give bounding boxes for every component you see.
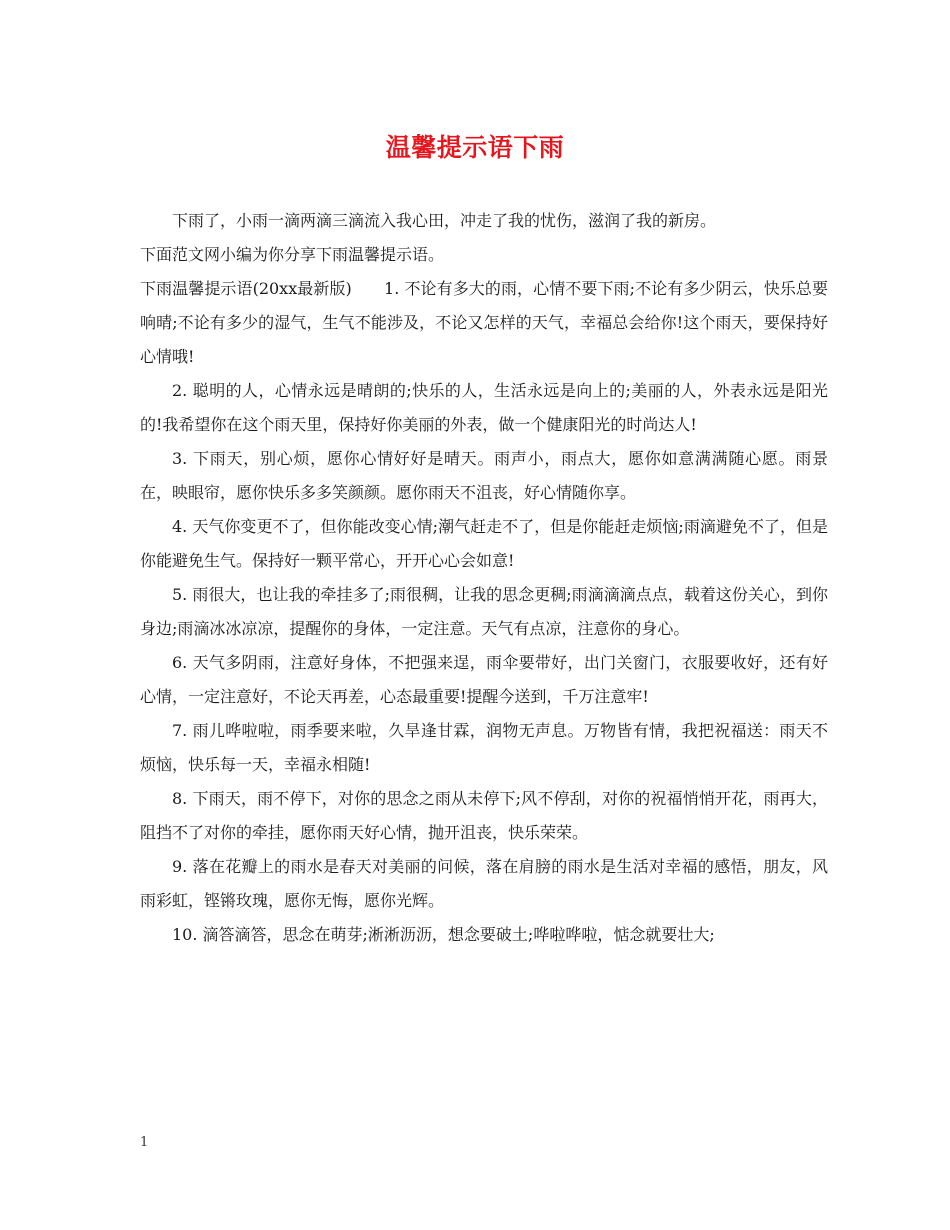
list-item: 3. 下雨天，别心烦，愿你心情好好是晴天。雨声小，雨点大，愿你如意满满随心愿。雨景在，映眼帘，愿你快乐多多笑颜颜。愿你雨天不沮丧，好心情随你享。 xyxy=(140,449,828,502)
intro-paragraph-continued: 下面范文网小编为你分享下雨温馨提示语。 xyxy=(140,245,445,264)
list-item: 10. 滴答滴答，思念在萌芽;淅淅沥沥，想念要破土;哗啦哗啦，惦念就要壮大; xyxy=(172,925,715,944)
list-item: 5. 雨很大，也让我的牵挂多了;雨很稠，让我的思念更稠;雨滴滴滴点点，载着这份关心，到你身边;雨滴冰冰凉凉，提醒你的身体，一定注意。天气有点凉，注意你的身心。 xyxy=(140,585,828,638)
page-title: 温馨提示语下雨 xyxy=(385,133,565,162)
list-item: 2. 聪明的人，心情永远是晴朗的;快乐的人，生活永远是向上的;美丽的人，外表永远是阳光的!我希望你在这个雨天里，保持好你美丽的外表，做一个健康阳光的时尚达人! xyxy=(140,381,828,434)
list-item: 4. 天气你变更不了，但你能改变心情;潮气赶走不了，但是你能赶走烦恼;雨滴避免不了，但是你能避免生气。保持好一颗平常心，开开心心会如意! xyxy=(140,517,828,570)
list-item: 6. 天气多阴雨，注意好身体，不把强来逞，雨伞要带好，出门关窗门，衣服要收好，还有好心情，一定注意好，不论天再差，心态最重要!提醒今送到，千万注意牢! xyxy=(140,653,828,706)
section-heading-item-1: 下雨温馨提示语(20xx最新版) 1. 不论有多大的雨，心情不要下雨;不论有多少阴云，快乐总要响晴;不论有多少的湿气，生气不能涉及，不论又怎样的天气，幸福总会给你!这个雨天，要保持好心情哦! xyxy=(140,279,828,366)
list-item: 9. 落在花瓣上的雨水是春天对美丽的问候，落在肩膀的雨水是生活对幸福的感悟，朋友，风雨彩虹，铿锵玫瑰，愿你无悔，愿你光辉。 xyxy=(140,857,828,910)
page-number: 1 xyxy=(140,1135,149,1150)
document-body xyxy=(140,204,828,952)
list-item: 8. 下雨天，雨不停下，对你的思念之雨从未停下;风不停刮，对你的祝福悄悄开花，雨再大，阻挡不了对你的牵挂，愿你雨天好心情，抛开沮丧，快乐荣荣。 xyxy=(140,789,828,842)
intro-paragraph: 下雨了，小雨一滴两滴三滴流入我心田，冲走了我的忧伤，滋润了我的新房。 xyxy=(172,211,717,230)
list-item: 7. 雨儿哗啦啦，雨季要来啦，久旱逢甘霖，润物无声息。万物皆有情，我把祝福送：雨天不烦恼，快乐每一天，幸福永相随! xyxy=(140,721,828,774)
